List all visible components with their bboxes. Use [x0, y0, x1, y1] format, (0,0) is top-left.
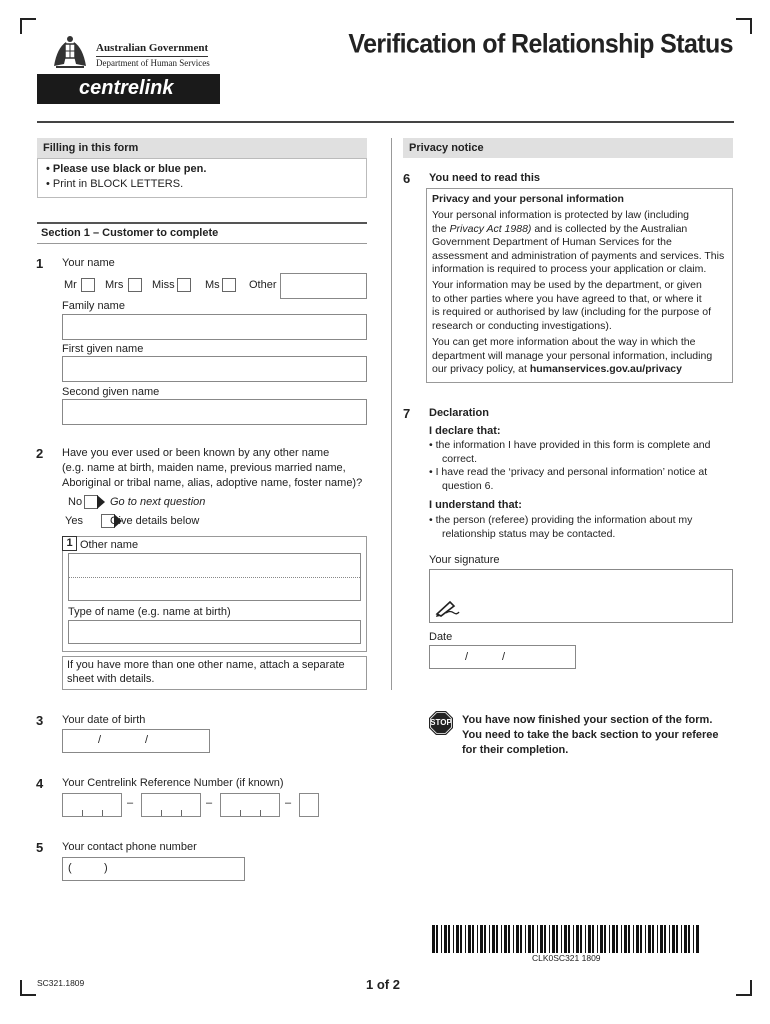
family-name-label: Family name — [62, 300, 125, 312]
barcode-bar — [696, 925, 699, 953]
barcode-bar — [432, 925, 435, 953]
crn-field-2-tick-2 — [181, 810, 182, 816]
barcode-bar — [592, 925, 594, 953]
filling-bullet-block-text: Print in BLOCK LETTERS. — [52, 178, 184, 190]
gov-name: Australian Government — [96, 42, 209, 54]
header-rule — [37, 121, 734, 123]
privacy-p2-l2: to other parties where you have agreed to that, or where it — [432, 292, 702, 305]
section1-rule-bottom — [37, 243, 367, 244]
privacy-p1-l5: information is required to process your application or claim. — [432, 263, 707, 275]
barcode-bar — [628, 925, 630, 953]
understand-item-1-l1: • the person (referee) providing the information about my — [429, 514, 693, 526]
barcode-bar — [681, 925, 682, 953]
barcode-bar — [652, 925, 654, 953]
title-mr-checkbox[interactable] — [81, 278, 95, 292]
barcode-bar — [525, 925, 526, 953]
barcode-bar — [489, 925, 490, 953]
barcode-bar — [472, 925, 474, 953]
title-mrs-checkbox[interactable] — [128, 278, 142, 292]
type-of-name-field[interactable] — [68, 620, 361, 644]
crn-field-1-tick-1 — [82, 810, 83, 816]
privacy-p1-l4: assessment and administration of payments and services. This — [432, 249, 725, 262]
q6-number: 6 — [403, 171, 411, 186]
crn-field-3-tick-1 — [240, 810, 241, 816]
phone-close-paren: ) — [104, 862, 108, 874]
dob-separator-2: / — [145, 734, 149, 746]
crn-field-3-tick-2 — [260, 810, 261, 816]
family-name-field[interactable] — [62, 314, 367, 340]
privacy-p3-l2: department will manage your personal information, including — [432, 349, 713, 362]
q2-number: 2 — [36, 446, 44, 461]
barcode-bar — [612, 925, 615, 953]
declare-item-2-l1: • I have read the ‘privacy and personal information’ notice at — [429, 466, 708, 478]
signature-label: Your signature — [429, 554, 500, 566]
other-name-index: 1 — [62, 536, 77, 551]
declare-item-2-l1-text: I have read the ‘privacy and personal information’ notice at — [435, 466, 708, 478]
barcode-bar — [436, 925, 438, 953]
section1-heading: Section 1 – Customer to complete — [41, 227, 219, 239]
understand-item-1-l2: relationship status may be contacted. — [442, 527, 616, 540]
barcode-bar — [540, 925, 543, 953]
multiple-names-note-line2: sheet with details. — [67, 673, 155, 685]
barcode-bar — [504, 925, 507, 953]
government-crest-icon — [50, 34, 90, 70]
title-ms-label: Ms — [205, 279, 220, 291]
q3-number: 3 — [36, 713, 44, 728]
q1-number: 1 — [36, 256, 44, 271]
barcode-bar — [672, 925, 675, 953]
privacy-p2-l1: Your information may be used by the department, or given — [432, 279, 702, 291]
barcode-bar — [588, 925, 591, 953]
privacy-heading: Privacy notice — [403, 138, 733, 158]
barcode-bar — [501, 925, 502, 953]
signature-field[interactable] — [429, 569, 733, 623]
barcode-bar — [465, 925, 466, 953]
barcode-bar — [604, 925, 606, 953]
crop-mark-bottom-right — [736, 980, 752, 996]
crop-mark-bottom-left — [20, 980, 36, 996]
column-divider — [391, 138, 392, 690]
privacy-p2-l3: is required or authorised by law (including for the purpose of — [432, 306, 711, 318]
stop-message-line2: You need to take the back section to your referee — [462, 729, 719, 741]
multiple-names-note-line1: If you have more than one other name, attach a separate — [67, 659, 345, 671]
q3-label: Your date of birth — [62, 714, 146, 726]
barcode-bar — [616, 925, 618, 953]
barcode-bar — [657, 925, 658, 953]
form-code: SC321.1809 — [37, 978, 85, 988]
barcode-bar — [693, 925, 694, 953]
other-name-label: Other name — [80, 539, 139, 551]
title-mrs-label: Mrs — [105, 279, 124, 291]
crop-mark-top-left — [20, 18, 36, 34]
privacy-p3-l3a: our privacy policy, at — [432, 363, 530, 375]
page-number: 1 of 2 — [366, 977, 400, 992]
barcode-bar — [624, 925, 627, 953]
barcode-bar — [633, 925, 634, 953]
declare-item-1-l2: correct. — [442, 452, 478, 465]
gov-rule — [96, 56, 208, 57]
barcode-bar — [552, 925, 555, 953]
barcode-bar — [573, 925, 574, 953]
title-other-label: Other — [249, 279, 277, 291]
barcode-bar — [516, 925, 519, 953]
first-given-name-label: First given name — [62, 343, 144, 355]
barcode-bar — [477, 925, 478, 953]
filling-bullet-block: • Print in BLOCK LETTERS. — [46, 178, 184, 190]
crn-field-3[interactable] — [220, 793, 280, 817]
q4-number: 4 — [36, 776, 44, 791]
q2-no-checkbox[interactable] — [84, 495, 98, 509]
q2-no-action: Go to next question — [110, 496, 206, 508]
privacy-p2-l4: research or conducting investigations). — [432, 319, 612, 332]
barcode-bar — [549, 925, 550, 953]
title-miss-checkbox[interactable] — [177, 278, 191, 292]
barcode-bar — [688, 925, 690, 953]
privacy-policy-link[interactable]: humanservices.gov.au/privacy — [529, 363, 682, 375]
dob-separator-1: / — [98, 734, 102, 746]
declare-item-1-l1: • the information I have provided in this form is complete and — [429, 439, 711, 451]
stop-sign-text: STOP — [430, 718, 452, 727]
declaration-date-separator-2: / — [502, 651, 506, 663]
declare-item-1-l1-text: the information I have provided in this form is complete and — [435, 439, 711, 451]
privacy-p1-l2 — [432, 223, 724, 237]
stop-message-line3: for their completion. — [462, 744, 569, 756]
filling-bullet-pen-text: Please use black or blue pen. — [52, 163, 207, 175]
gov-department: Department of Human Services — [96, 58, 210, 68]
barcode-bar — [528, 925, 531, 953]
privacy-need-to-read: You need to read this — [429, 172, 541, 184]
q2-line2: (e.g. name at birth, maiden name, previous married name, — [62, 462, 346, 474]
barcode-bar — [585, 925, 586, 953]
privacy-p3-l3 — [432, 363, 712, 377]
privacy-p1-l2a: the — [432, 222, 450, 235]
barcode-bar — [640, 925, 642, 953]
barcode-bar — [484, 925, 486, 953]
stop-message-line1: You have now finished your section of the form. — [462, 714, 713, 726]
barcode-bar — [556, 925, 558, 953]
title-miss-label: Miss — [152, 279, 175, 291]
barcode-bar — [645, 925, 646, 953]
declare-item-2-l2: question 6. — [442, 479, 494, 492]
declaration-heading: Declaration — [429, 407, 489, 419]
understand-item-1-l1-text: the person (referee) providing the information about my — [435, 514, 693, 526]
barcode-bar — [508, 925, 510, 953]
stop-sign-icon — [428, 710, 454, 736]
barcode-bar — [492, 925, 495, 953]
date-label: Date — [429, 631, 453, 643]
barcode-bar — [520, 925, 522, 953]
barcode-bar — [448, 925, 450, 953]
barcode-bar — [580, 925, 582, 953]
crn-dash-2: – — [206, 797, 213, 809]
barcode-bar — [444, 925, 447, 953]
privacy-paragraph-2 — [432, 279, 711, 333]
barcode-bar — [648, 925, 651, 953]
privacy-act-reference: Privacy Act 1988) — [449, 222, 532, 235]
privacy-p3-l1: You can get more information about the way in which the — [432, 336, 696, 348]
privacy-p1-l1: Your personal information is protected by law (including — [432, 209, 690, 221]
form-title: Verification of Relationship Status — [348, 28, 733, 60]
barcode-bar — [441, 925, 442, 953]
barcode — [432, 925, 702, 953]
filling-heading: Filling in this form — [37, 138, 367, 158]
crn-field-1[interactable] — [62, 793, 122, 817]
barcode-bar — [456, 925, 459, 953]
barcode-bar — [544, 925, 546, 953]
privacy-paragraph-1 — [432, 209, 724, 277]
barcode-bar — [453, 925, 454, 953]
q1-label: Your name — [62, 257, 115, 269]
crn-dash-3: – — [285, 797, 292, 809]
privacy-p1-l3: Government Department of Human Services for the — [432, 236, 672, 248]
barcode-bar — [568, 925, 570, 953]
declare-that: I declare that: — [429, 425, 501, 437]
barcode-bar — [621, 925, 622, 953]
crn-field-2[interactable] — [141, 793, 201, 817]
barcode-bar — [532, 925, 534, 953]
phone-open-paren: ( — [68, 862, 72, 874]
date-of-birth-field[interactable] — [62, 729, 210, 753]
second-given-name-label: Second given name — [62, 386, 160, 398]
privacy-title: Privacy and your personal information — [432, 193, 624, 205]
q7-number: 7 — [403, 406, 411, 421]
q4-label: Your Centrelink Reference Number (if known) — [62, 777, 284, 789]
barcode-bar — [600, 925, 603, 953]
other-name-divider — [69, 577, 360, 578]
understand-that: I understand that: — [429, 499, 522, 511]
barcode-bar — [496, 925, 498, 953]
crn-dash-1: – — [127, 797, 134, 809]
second-given-name-field[interactable] — [62, 399, 367, 425]
privacy-paragraph-3 — [432, 336, 712, 377]
first-given-name-field[interactable] — [62, 356, 367, 382]
barcode-bar — [669, 925, 670, 953]
filling-bullet-pen: • Please use black or blue pen. — [46, 163, 207, 175]
crn-field-4[interactable] — [299, 793, 319, 817]
barcode-bar — [684, 925, 687, 953]
phone-number-field[interactable] — [62, 857, 245, 881]
barcode-bar — [660, 925, 663, 953]
barcode-bar — [597, 925, 598, 953]
declaration-date-separator-1: / — [465, 651, 469, 663]
q2-line3: Aboriginal or tribal name, alias, adoptive name, foster name)? — [62, 477, 363, 489]
barcode-bar — [636, 925, 639, 953]
q2-no-label: No — [68, 496, 83, 508]
privacy-p1-l2c: and is collected by the Australian — [531, 222, 688, 235]
q5-number: 5 — [36, 840, 44, 855]
centrelink-logo — [37, 74, 220, 104]
declaration-items — [429, 439, 711, 493]
barcode-bar — [676, 925, 678, 953]
title-ms-checkbox[interactable] — [222, 278, 236, 292]
barcode-bar — [609, 925, 610, 953]
q2-line1: Have you ever used or been known by any other name — [62, 447, 330, 459]
barcode-bar — [480, 925, 483, 953]
q2-yes-action: Give details below — [110, 515, 200, 527]
centrelink-logo-text: centrelink — [79, 77, 174, 99]
barcode-bar — [564, 925, 567, 953]
understand-items — [429, 514, 692, 541]
section1-rule — [37, 222, 367, 224]
type-of-name-label: Type of name (e.g. name at birth) — [68, 606, 231, 618]
crop-mark-top-right — [736, 18, 752, 34]
barcode-bar — [561, 925, 562, 953]
crn-field-1-tick-2 — [102, 810, 103, 816]
barcode-bar — [468, 925, 471, 953]
barcode-bar — [513, 925, 514, 953]
barcode-bar — [537, 925, 538, 953]
q2-yes-label: Yes — [65, 515, 83, 527]
title-other-field[interactable] — [280, 273, 367, 299]
pen-icon — [434, 598, 460, 618]
barcode-bar — [460, 925, 462, 953]
title-mr-label: Mr — [64, 279, 77, 291]
crn-field-2-tick-1 — [161, 810, 162, 816]
barcode-bar — [664, 925, 666, 953]
barcode-text: CLK0SC321 1809 — [532, 953, 601, 963]
barcode-bar — [576, 925, 579, 953]
q5-label: Your contact phone number — [62, 841, 197, 853]
